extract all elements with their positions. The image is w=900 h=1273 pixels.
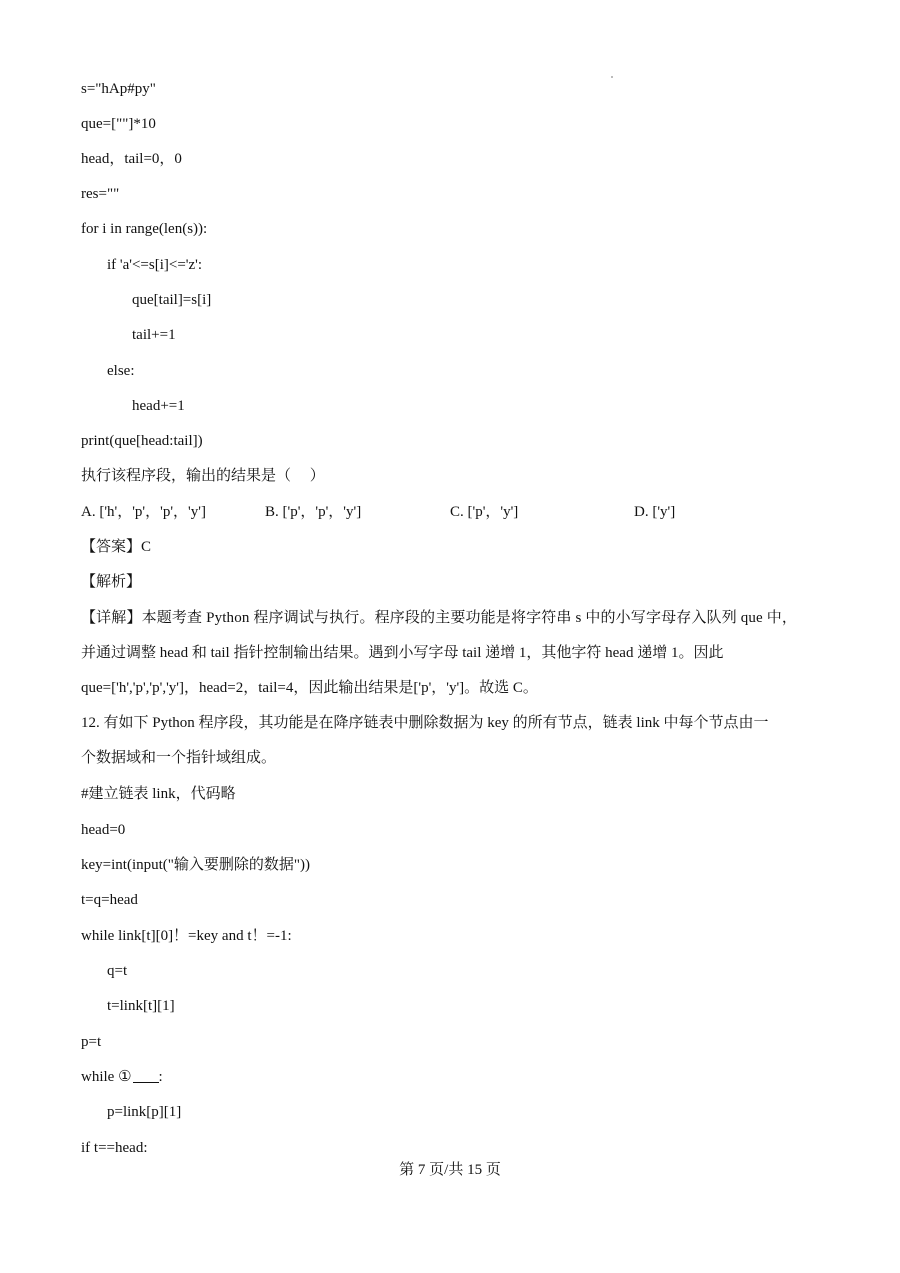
code-text: while ① bbox=[81, 1069, 132, 1085]
code-line: head+=1 bbox=[132, 398, 185, 414]
option-c: C. ['p'，'y'] bbox=[450, 504, 519, 520]
code-line: if t==head: bbox=[81, 1140, 148, 1156]
code-line: while link[t][0]！=key and t！=-1: bbox=[81, 928, 292, 944]
scan-speck bbox=[611, 76, 613, 78]
code-line: key=int(input("输入要删除的数据")) bbox=[81, 857, 311, 873]
code-line: head=0 bbox=[81, 822, 126, 838]
code-line: q=t bbox=[107, 963, 128, 979]
code-line: head，tail=0，0 bbox=[81, 151, 182, 167]
option-a: A. ['h'，'p'，'p'，'y'] bbox=[81, 504, 206, 520]
code-line: print(que[head:tail]) bbox=[81, 433, 203, 449]
code-line: #建立链表 link，代码略 bbox=[81, 786, 236, 802]
question-12-line: 12. 有如下 Python 程序段，其功能是在降序链表中删除数据为 key 的所有节点，链表 link 中每个节点由一 bbox=[81, 715, 769, 731]
code-line: res="" bbox=[81, 186, 120, 202]
page-footer: 第 7 页/共 15 页 bbox=[399, 1162, 501, 1178]
code-line: p=link[p][1] bbox=[107, 1104, 182, 1120]
code-line: tail+=1 bbox=[132, 327, 176, 343]
code-colon: : bbox=[158, 1069, 163, 1085]
detail-line: que=['h','p','p','y']，head=2，tail=4，因此输出结果是['p'，'y']。故选 C。 bbox=[81, 680, 538, 696]
option-b: B. ['p'，'p'，'y'] bbox=[265, 504, 362, 520]
code-line: for i in range(len(s)): bbox=[81, 221, 208, 237]
answer-line: 【答案】C bbox=[81, 539, 152, 555]
question-text: 执行该程序段，输出的结果是（ ） bbox=[81, 468, 325, 484]
code-line: else: bbox=[107, 363, 135, 379]
code-line: que[tail]=s[i] bbox=[132, 292, 212, 308]
analysis-heading: 【解析】 bbox=[81, 574, 142, 590]
code-line: que=[""]*10 bbox=[81, 116, 156, 132]
code-line-with-blank bbox=[81, 1067, 163, 1087]
fill-in-blank bbox=[133, 1068, 159, 1083]
option-d: D. ['y'] bbox=[634, 504, 676, 520]
code-line: s="hAp#py" bbox=[81, 81, 156, 97]
code-line: if 'a'<=s[i]<='z': bbox=[107, 257, 203, 273]
question-12-line: 个数据域和一个指针域组成。 bbox=[81, 750, 277, 766]
detail-line: 【详解】本题考查 Python 程序调试与执行。程序段的主要功能是将字符串 s 中的小写字母存入队列 que 中， bbox=[81, 610, 798, 626]
code-line: p=t bbox=[81, 1034, 102, 1050]
code-line: t=link[t][1] bbox=[107, 998, 175, 1014]
detail-line: 并通过调整 head 和 tail 指针控制输出结果。遇到小写字母 tail 递增 1，其他字符 head 递增 1。因此 bbox=[81, 645, 724, 661]
code-line: t=q=head bbox=[81, 892, 138, 908]
